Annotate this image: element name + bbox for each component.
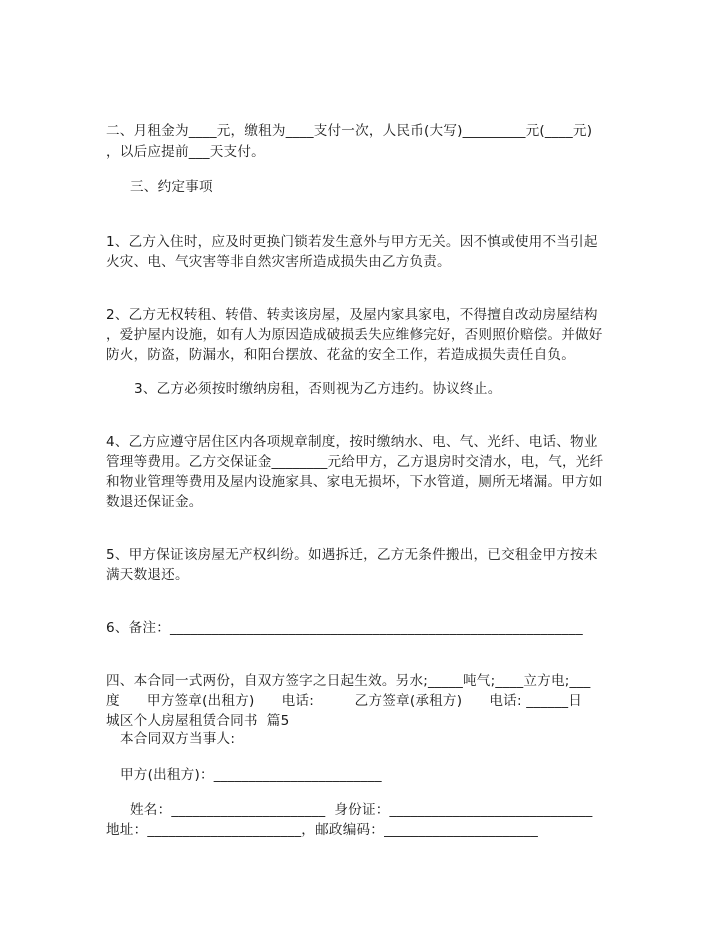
text-line: 和物业管理等费用及屋内设施家具、家电无损坏，下水管道，厕所无堵漏。甲方如 (106, 474, 603, 490)
text-line: 数退还保证金。 (106, 494, 203, 510)
text-line: 满天数退还。 (106, 567, 189, 583)
text-line: 火灾、电、气灾害等非自然灾害所造成损失由乙方负责。 (106, 254, 451, 270)
address-postcode-field: 地址：______________________，邮政编码：______________________ (106, 822, 539, 838)
text-line: ，以后应提前___天支付。 (106, 144, 265, 160)
text-line: 二、月租金为____元，缴租为____支付一次，人民币(大写)_________元(____元) (106, 123, 593, 139)
text-line: 4、乙方应遵守居住区内各项规章制度，按时缴纳水、电、气、光纤、电话、物业 (106, 434, 598, 450)
text-line: 本合同双方当事人: (120, 731, 236, 747)
text-line: 3、乙方必须按时缴纳房租，否则视为乙方违约。协议终止。 (134, 381, 502, 397)
text-line: 四、本合同一式两份，自双方签字之日起生效。另水;_____吨气;____立方电;___ (106, 673, 591, 689)
section-heading: 三、约定事项 (130, 179, 213, 195)
text-line: 1、乙方入住时，应及时更换门锁若发生意外与甲方无关。因不慎或使用不当引起 (106, 234, 598, 250)
remarks-line: 6、备注：___________________________________________________________ (106, 620, 583, 636)
section-title: 城区个人房屋租赁合同书 篇5 (106, 713, 290, 729)
name-id-field: 姓名：______________________ 身份证：_____________________________ (130, 802, 593, 818)
text-line: ，爱护屋内设施，如有人为原因造成破损丢失应维修完好，否则照价赔偿。并做好 (106, 327, 603, 343)
text-line: 管理等费用。乙方交保证金________元给甲方，乙方退房时交清水，电，气，光纤 (106, 454, 604, 470)
text-line: 2、乙方无权转租、转借、转卖该房屋，及屋内家具家电，不得擅自改动房屋结构 (106, 307, 598, 323)
text-line: 防火，防盗，防漏水，和阳台摆放、花盆的安全工作，若造成损失责任自负。 (106, 347, 575, 363)
signature-line: 度 甲方签章(出租方) 电话: 乙方签章(承租方) 电话: ______日 (106, 693, 583, 709)
text-line: 5、甲方保证该房屋无产权纠纷。如遇拆迁，乙方无条件搬出，已交租金甲方按未 (106, 547, 598, 563)
landlord-field: 甲方(出租方)：________________________ (120, 767, 382, 783)
